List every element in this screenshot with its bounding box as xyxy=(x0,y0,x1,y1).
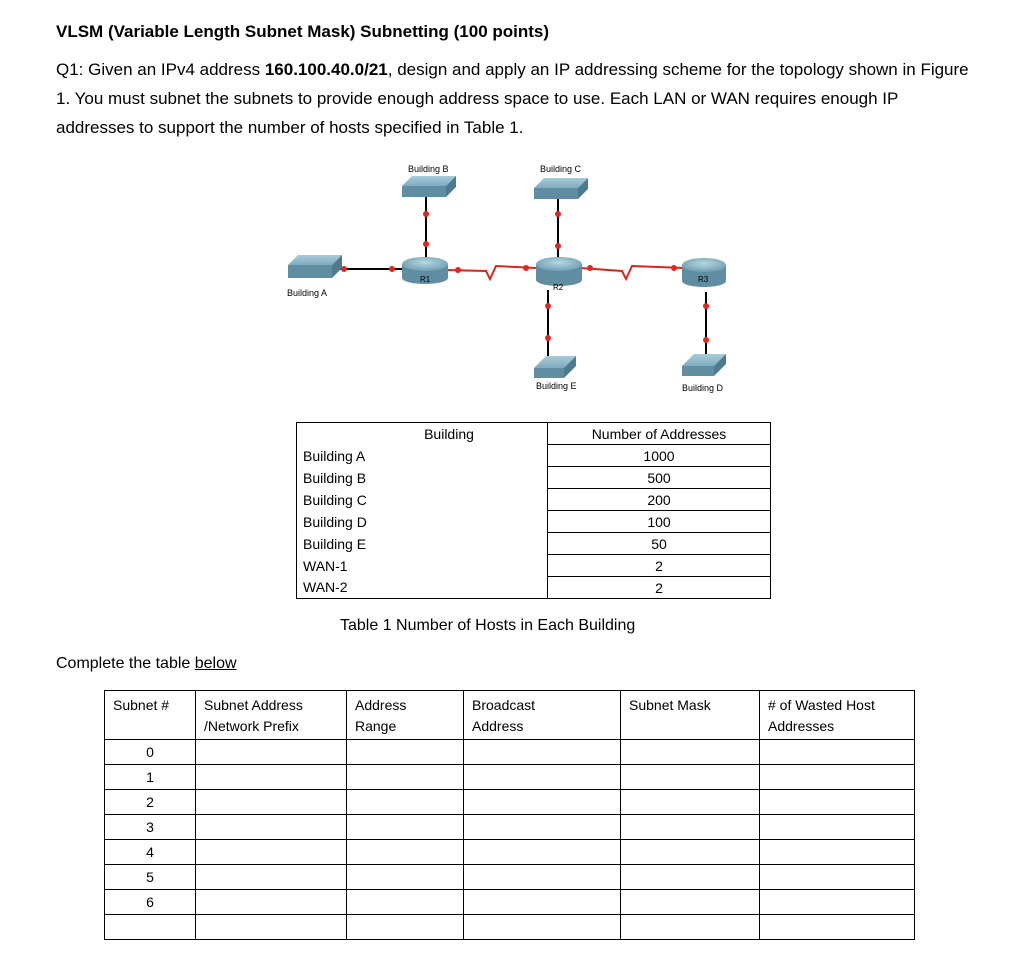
header-line: /Network Prefix xyxy=(204,718,299,734)
broadcast-cell[interactable] xyxy=(464,815,621,840)
header-addresses: Number of Addresses xyxy=(548,423,771,445)
table-row xyxy=(105,740,915,765)
label-building-a: Building A xyxy=(287,288,328,298)
subnet-address-cell[interactable] xyxy=(196,840,347,865)
wasted-hosts-cell[interactable] xyxy=(760,840,915,865)
subnet-address-cell[interactable] xyxy=(196,790,347,815)
table-row xyxy=(105,790,915,815)
instruction-prefix: Complete the table xyxy=(56,655,195,672)
subnet-number: 2 xyxy=(105,790,196,815)
subnet-mask-cell[interactable] xyxy=(621,790,760,815)
subnet-address-cell[interactable] xyxy=(196,765,347,790)
building-name: Building A xyxy=(297,445,548,467)
address-range-cell[interactable] xyxy=(347,790,464,815)
header-line: Broadcast xyxy=(472,697,536,713)
label-building-e: Building E xyxy=(536,381,577,391)
subnet-number: 4 xyxy=(105,840,196,865)
address-count: 100 xyxy=(548,511,771,533)
label-r2: R2 xyxy=(553,283,564,292)
header-line: Subnet Mask xyxy=(629,697,711,713)
wasted-hosts-cell[interactable] xyxy=(760,790,915,815)
broadcast-cell[interactable] xyxy=(464,840,621,865)
building-name: Building B xyxy=(297,467,548,489)
label-building-c: Building C xyxy=(540,164,582,174)
address-count: 500 xyxy=(548,467,771,489)
wasted-hosts-cell[interactable] xyxy=(760,915,915,940)
subnet-number: 6 xyxy=(105,890,196,915)
header-line: Subnet # xyxy=(113,697,170,713)
broadcast-cell[interactable] xyxy=(464,790,621,815)
subnet-mask-cell[interactable] xyxy=(621,840,760,865)
building-name: WAN-2 xyxy=(297,577,548,599)
address-range-cell[interactable] xyxy=(347,915,464,940)
label-r3: R3 xyxy=(698,275,709,284)
header-line: Address xyxy=(472,718,524,734)
subnet-table xyxy=(104,690,915,940)
table-row xyxy=(297,555,771,577)
header-line: Subnet Address xyxy=(204,697,303,713)
subnet-number: 5 xyxy=(105,865,196,890)
broadcast-cell[interactable] xyxy=(464,740,621,765)
hosts-table xyxy=(296,422,771,599)
table-row xyxy=(297,511,771,533)
header-broadcast xyxy=(464,691,621,740)
address-range-cell[interactable] xyxy=(347,765,464,790)
header-wasted-hosts xyxy=(760,691,915,740)
table-caption: Table 1 Number of Hosts in Each Building xyxy=(340,617,636,634)
page-title: VLSM (Variable Length Subnet Mask) Subnetting (100 points) xyxy=(56,22,550,41)
broadcast-cell[interactable] xyxy=(464,915,621,940)
subnet-number xyxy=(105,915,196,940)
header-subnet-address xyxy=(196,691,347,740)
table-header-row xyxy=(297,423,771,445)
table-row xyxy=(297,577,771,599)
subnet-mask-cell[interactable] xyxy=(621,740,760,765)
subnet-table-header xyxy=(105,691,915,740)
table-row xyxy=(105,840,915,865)
address-count: 200 xyxy=(548,489,771,511)
wasted-hosts-cell[interactable] xyxy=(760,865,915,890)
subnet-address-cell[interactable] xyxy=(196,915,347,940)
address-range-cell[interactable] xyxy=(347,740,464,765)
table-row xyxy=(105,890,915,915)
subnet-address-cell[interactable] xyxy=(196,890,347,915)
label-r1: R1 xyxy=(420,275,431,284)
network-topology-figure xyxy=(0,0,1024,410)
question-suffix: , design and apply an IP addressing scheme for the topology shown in Figure 1. You must subnet the subnets to provide enough address space to use. Each LAN or WAN requires enough IP addresses to support the number of hosts specified in Table 1. xyxy=(56,60,969,137)
switch-icon xyxy=(682,354,726,376)
switch-icon xyxy=(288,255,342,278)
label-building-b: Building B xyxy=(408,164,449,174)
table-row xyxy=(105,865,915,890)
header-line: Addresses xyxy=(768,718,835,734)
address-range-cell[interactable] xyxy=(347,840,464,865)
header-address-range xyxy=(347,691,464,740)
address-range-cell[interactable] xyxy=(347,865,464,890)
header-subnet-mask xyxy=(621,691,760,740)
wasted-hosts-cell[interactable] xyxy=(760,765,915,790)
table-row xyxy=(105,765,915,790)
header-line: # of Wasted Host xyxy=(768,697,875,713)
address-count: 2 xyxy=(548,555,771,577)
switch-icon xyxy=(534,356,576,378)
subnet-mask-cell[interactable] xyxy=(621,765,760,790)
address-count: 50 xyxy=(548,533,771,555)
subnet-mask-cell[interactable] xyxy=(621,890,760,915)
header-line: Address xyxy=(355,697,407,713)
switch-icon xyxy=(534,178,588,199)
building-name: WAN-1 xyxy=(297,555,548,577)
subnet-number: 3 xyxy=(105,815,196,840)
table-row xyxy=(297,533,771,555)
instruction-link: below xyxy=(194,655,237,672)
subnet-mask-cell[interactable] xyxy=(621,865,760,890)
table-row xyxy=(297,489,771,511)
address-count: 1000 xyxy=(548,445,771,467)
router-icon xyxy=(536,257,582,286)
subnet-number: 1 xyxy=(105,765,196,790)
subnet-mask-cell[interactable] xyxy=(621,915,760,940)
broadcast-cell[interactable] xyxy=(464,865,621,890)
address-range-cell[interactable] xyxy=(347,815,464,840)
port-dots xyxy=(341,211,709,343)
subnet-address-cell[interactable] xyxy=(196,740,347,765)
table-row xyxy=(105,815,915,840)
subnet-number: 0 xyxy=(105,740,196,765)
label-building-d: Building D xyxy=(682,383,724,393)
wasted-hosts-cell[interactable] xyxy=(760,890,915,915)
broadcast-cell[interactable] xyxy=(464,765,621,790)
table-row xyxy=(105,915,915,940)
switch-icon xyxy=(402,176,456,197)
table-row xyxy=(297,467,771,489)
subnet-mask-cell[interactable] xyxy=(621,815,760,840)
address-range-cell[interactable] xyxy=(347,890,464,915)
header-building: Building xyxy=(297,423,548,445)
question-prefix: Q1: Given an IPv4 address xyxy=(56,60,265,79)
building-name: Building C xyxy=(297,489,548,511)
instruction-text xyxy=(56,655,237,673)
building-name: Building E xyxy=(297,533,548,555)
question-address: 160.100.40.0/21 xyxy=(264,60,388,79)
table-row xyxy=(297,445,771,467)
header-line: Range xyxy=(355,718,397,734)
ethernet-links xyxy=(326,196,706,356)
serial-r2-r3 xyxy=(580,266,684,279)
wasted-hosts-cell[interactable] xyxy=(760,740,915,765)
subnet-address-cell[interactable] xyxy=(196,865,347,890)
subnet-address-cell[interactable] xyxy=(196,815,347,840)
address-count: 2 xyxy=(548,577,771,599)
wasted-hosts-cell[interactable] xyxy=(760,815,915,840)
header-subnet-number xyxy=(105,691,196,740)
broadcast-cell[interactable] xyxy=(464,890,621,915)
building-name: Building D xyxy=(297,511,548,533)
